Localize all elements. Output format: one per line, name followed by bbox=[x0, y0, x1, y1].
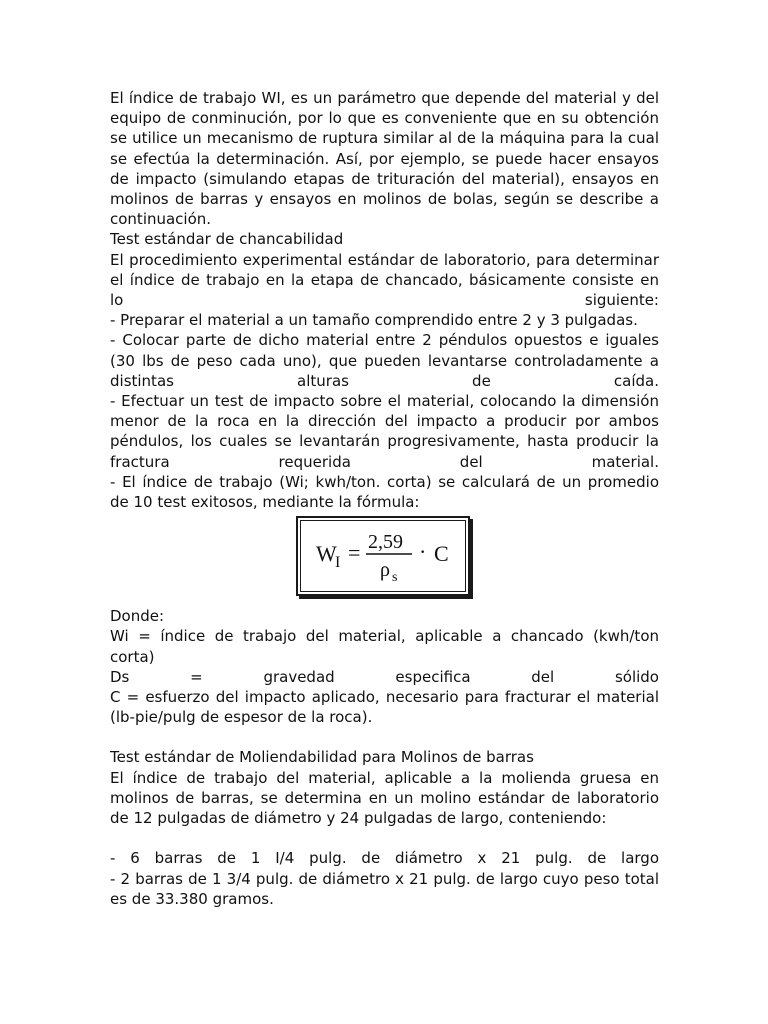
formula-denominator: ρ bbox=[380, 559, 390, 582]
definition-ds: Ds = gravedad especifica del sólido bbox=[110, 667, 659, 686]
list-item-impact-test: - Efectuar un test de impacto sobre el material, colocando la dimensión menor de la roca en la dirección del impacto a producir por ambos péndulos, los cuales se levantarán progresivamente, hasta producir la fractura requerida del material. bbox=[110, 392, 659, 471]
formula-factor: C bbox=[434, 541, 449, 567]
list-item-work-index-calc: - El índice de trabajo (Wi; kwh/ton. corta) se calculará de un promedio de 10 test exitosos, mediante la fórmula: bbox=[110, 472, 659, 512]
paragraph-procedure: El procedimiento experimental estándar de laboratorio, para determinar el índice de trabajo en la etapa de chancado, básicamente consiste en lo siguiente: bbox=[110, 250, 659, 310]
formula-image bbox=[296, 516, 470, 596]
list-item-pendulums: - Colocar parte de dicho material entre 2 péndulos opuestos e iguales (30 lbs de peso cada uno), que pueden levantarse controladamente a distintas alturas de caída. bbox=[110, 331, 659, 390]
formula-lhs: W bbox=[316, 541, 337, 567]
document-page bbox=[110, 88, 659, 909]
formula-numerator: 2,59 bbox=[368, 531, 403, 554]
heading-moliendabilidad: Test estándar de Moliendabilidad para Molinos de barras bbox=[110, 748, 534, 767]
spacer bbox=[110, 727, 659, 747]
spacer bbox=[110, 828, 659, 848]
formula-lhs-sub: I bbox=[335, 554, 341, 572]
list-item-bars-2: - 2 barras de 1 3/4 pulg. de diámetro x 21 pulg. de largo cuyo peso total es de 33.380 gramos. bbox=[110, 869, 659, 908]
definition-wi: Wi = índice de trabajo del material, aplicable a chancado (kwh/ton corta) bbox=[110, 627, 659, 666]
formula-operator: · bbox=[419, 539, 427, 565]
definitions-label: Donde: bbox=[110, 607, 165, 626]
list-item-prepare: - Preparar el material a un tamaño comprendido entre 2 y 3 pulgadas. bbox=[110, 311, 638, 330]
formula-container bbox=[110, 516, 659, 600]
formula-svg bbox=[298, 518, 468, 594]
formula-equals: = bbox=[348, 540, 361, 566]
formula-denominator-sub: s bbox=[392, 570, 398, 586]
definition-c: C = esfuerzo del impacto aplicado, necesario para fracturar el material (lb-pie/pulg de espesor de la roca). bbox=[110, 688, 659, 727]
list-item-bars-6: - 6 barras de 1 I/4 pulg. de diámetro x 21 pulg. de largo bbox=[110, 849, 659, 868]
paragraph-rod-mill-intro: El índice de trabajo del material, aplicable a la molienda gruesa en molinos de barras, se determina en un molino estándar de laboratorio de 12 pulgadas de diámetro y 24 pulgadas de largo, conteniendo: bbox=[110, 768, 659, 828]
heading-chancabilidad: Test estándar de chancabilidad bbox=[110, 230, 344, 249]
paragraph-work-index-intro: El índice de trabajo WI, es un parámetro que depende del material y del equipo de conminución, por lo que es conveniente que en su obtención se utilice un mecanismo de ruptura similar al de la máquina para la cual se efectúa la determinación. Así, por ejemplo, se puede hacer ensayos de impacto (simulando etapas de trituración del material), ensayos en molinos de barras y ensayos en molinos de bolas, según se describe a continuación. bbox=[110, 89, 659, 229]
